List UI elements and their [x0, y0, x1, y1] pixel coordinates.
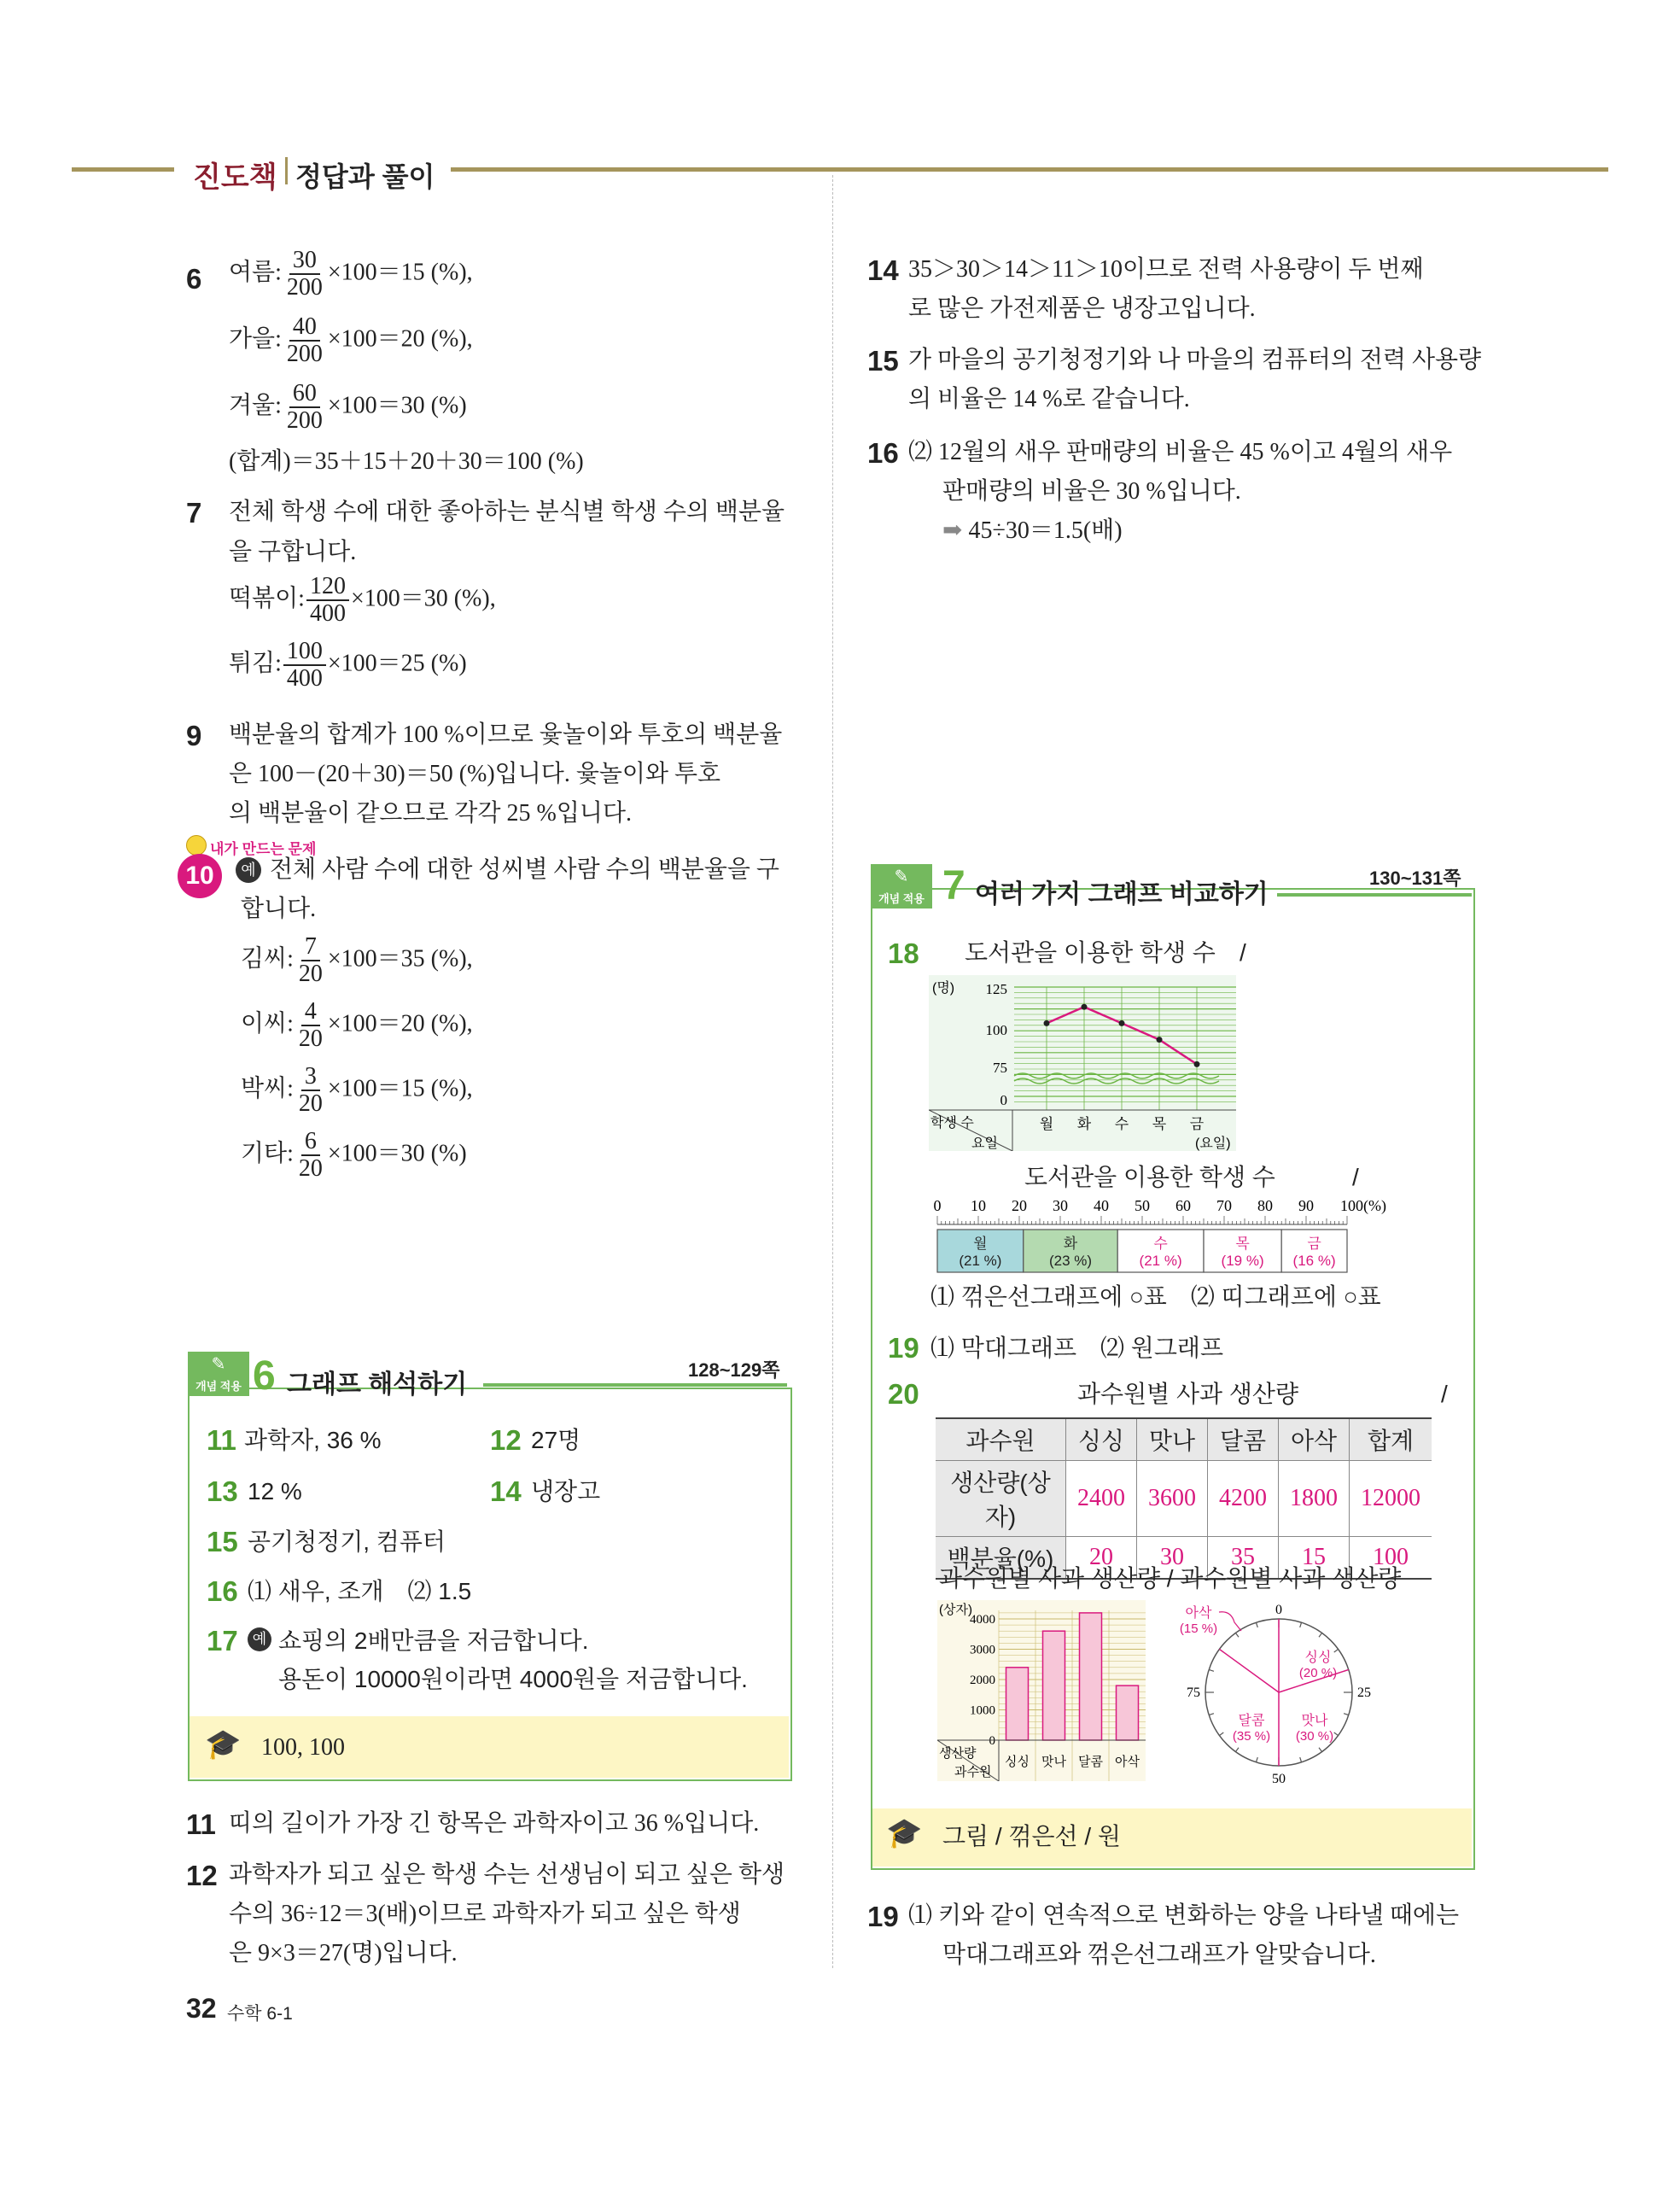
q10-row-etc: [241, 1129, 467, 1182]
table-title: 과수원별 사과 생산량: [1077, 1381, 1298, 1407]
table-cell: 싱싱: [1066, 1418, 1137, 1461]
pie-slice-label: 달콤: [1238, 1714, 1265, 1728]
table-cell: 1800: [1279, 1461, 1350, 1537]
graduate-icon: 🎓: [886, 1818, 923, 1849]
band-tick-label: 0: [933, 1197, 942, 1214]
frac-num: 30: [289, 248, 320, 275]
e12-line2: 수의 36÷12＝3(배)이므로 과학자가 되고 싶은 학생: [229, 1901, 741, 1927]
frac-num: 4: [301, 999, 320, 1026]
pie-slice-pct: (35 %): [1232, 1729, 1271, 1744]
pie-slice-label: 아삭: [1185, 1606, 1212, 1621]
a11-number: 11: [207, 1424, 236, 1456]
e12-line3: 은 9×3＝27(명)입니다.: [229, 1940, 458, 1966]
bar: [1080, 1613, 1102, 1740]
q18-slash: /: [1240, 939, 1246, 966]
table-cell: 생산량(상자): [936, 1461, 1066, 1537]
frac-den: 20: [298, 961, 323, 987]
table-cell: 12000: [1350, 1461, 1432, 1537]
q6-label: 겨울:: [229, 392, 282, 419]
band-tick-label: 30: [1053, 1197, 1068, 1214]
pie-slice-label: 싱싱: [1304, 1651, 1332, 1665]
band-segment-pct: (23 %): [1048, 1253, 1093, 1269]
a12-text: 27명: [531, 1427, 581, 1453]
band-title: 도서관을 이용한 학생 수: [1024, 1164, 1275, 1190]
e12-line1: 과학자가 되고 싶은 학생 수는 선생님이 되고 싶은 학생: [229, 1861, 785, 1888]
frac-den: 400: [286, 665, 323, 692]
band-segment-pct: (19 %): [1221, 1253, 1264, 1269]
table-cell: 합계: [1350, 1418, 1432, 1461]
pie-slice-label: 맛나: [1301, 1714, 1328, 1728]
q9-line2: 은 100－(20＋30)＝50 (%)입니다. 윷놀이와 투호: [229, 761, 721, 787]
x-tick-label: 수: [1114, 1116, 1129, 1132]
book-name: 수학 6-1: [227, 2004, 293, 2024]
a17-line2: 용돈이 10000원이라면 4000원을 저금합니다.: [278, 1666, 748, 1692]
band-ticks: [934, 1197, 1386, 1224]
section7-answer: 그림 / 꺾은선 / 원: [942, 1823, 1121, 1849]
q7-line1: 전체 학생 수에 대한 좋아하는 분식별 학생 수의 백분율: [229, 499, 785, 525]
table-cell: 백분율(%): [936, 1537, 1066, 1580]
band-slash: /: [1352, 1164, 1359, 1190]
e15-line1: 가 마을의 공기청정기와 나 마을의 컴퓨터의 전력 사용량: [908, 347, 1482, 373]
frac-num: 7: [301, 934, 320, 961]
pie-chart: [1171, 1597, 1376, 1786]
e16-calc: 45÷30＝1.5(배): [968, 517, 1123, 544]
pencil-icon: ✎: [211, 1355, 226, 1374]
e19-line1: ⑴ 키와 같이 연속적으로 변화하는 양을 나타낼 때에는: [908, 1902, 1460, 1929]
x-tick-label: 아삭: [1115, 1755, 1140, 1769]
ytick-label: 75: [993, 1060, 1007, 1076]
e12-number: 12: [186, 1860, 218, 1891]
q10-example-mark: 예: [236, 857, 261, 883]
section6-answer: 100, 100: [261, 1734, 345, 1761]
band-segment-pct: (21 %): [959, 1253, 1002, 1269]
e16-number: 16: [867, 437, 899, 469]
q6-expr: ×100＝15 (%),: [327, 259, 473, 286]
bar: [1117, 1686, 1139, 1740]
a12-number: 12: [490, 1424, 522, 1456]
q10-row-park: [241, 1064, 473, 1117]
section7-number: 7: [942, 863, 965, 909]
table-cell: 15: [1279, 1537, 1350, 1580]
e14-line2: 로 많은 가전제품은 냉장고입니다.: [908, 295, 1256, 322]
q20-number: 20: [888, 1378, 919, 1410]
pie-leader-line: [1219, 1612, 1241, 1631]
table-cell: 4200: [1208, 1461, 1279, 1537]
q9-line1: 백분율의 합계가 100 %이므로 윷놀이와 투호의 백분율: [229, 722, 783, 748]
pencil-icon: ✎: [894, 868, 909, 886]
a11-text: 과학자, 36 %: [244, 1427, 382, 1453]
q10-row-kim: [241, 934, 473, 987]
ytick-label: 0: [1000, 1092, 1007, 1108]
data-point: [1194, 1061, 1200, 1067]
header-subtitle: 정답과 풀이: [295, 161, 435, 192]
q10-label: 기타:: [241, 1140, 294, 1167]
column-divider: [832, 175, 833, 1968]
table-cell: 2400: [1066, 1461, 1137, 1537]
section6-badge: [188, 1352, 249, 1396]
frac-den: 20: [298, 1025, 323, 1052]
line-chart: [929, 975, 1236, 1151]
header-rule-right: [451, 167, 1608, 172]
q6-row-autumn: [229, 314, 473, 367]
e19-line2: 막대그래프와 꺾은선그래프가 알맞습니다.: [942, 1942, 1376, 1968]
corner-bottom-label: 과수원: [954, 1765, 992, 1779]
table-row: [936, 1461, 1432, 1537]
a15-text: 공기청정기, 컴퓨터: [248, 1528, 446, 1555]
badge-label: 개념 적용: [878, 892, 925, 905]
q6-expr: ×100＝20 (%),: [327, 325, 473, 353]
q7-label: 튀김:: [229, 650, 282, 677]
band-tick-label: 80: [1257, 1197, 1273, 1214]
band-segment-pct: (21 %): [1139, 1253, 1182, 1269]
a16-text: ⑴ 새우, 조개 ⑵ 1.5: [248, 1578, 472, 1604]
band-tick-label: 100(%): [1340, 1197, 1386, 1214]
ytick-label: 0: [989, 1734, 995, 1748]
corner-top-label: 생산량: [939, 1746, 977, 1761]
frac-den: 200: [286, 274, 323, 301]
table-cell: 30: [1137, 1537, 1208, 1580]
x-unit: (요일): [1195, 1136, 1231, 1151]
x-tick-label: 목: [1152, 1116, 1167, 1132]
band-chart: [930, 1195, 1391, 1277]
q6-total: (합계)＝35＋15＋20＋30＝100 (%): [229, 448, 584, 475]
q6-expr: ×100＝30 (%): [327, 392, 467, 419]
a17-example-mark: 예: [248, 1627, 271, 1651]
e14-line1: 35＞30＞14＞11＞10이므로 전력 사용량이 두 번째: [908, 256, 1424, 283]
a13-number: 13: [207, 1475, 238, 1507]
pie-slice-pct: (30 %): [1295, 1729, 1334, 1744]
q10-line1: 전체 사람 수에 대한 성씨별 사람 수의 백분율을 구: [270, 856, 779, 883]
frac-den: 200: [286, 407, 323, 434]
q9-number: 9: [186, 720, 202, 751]
bar-chart: [937, 1600, 1146, 1781]
data-point: [1044, 1020, 1050, 1026]
pie-scale-label: 50: [1272, 1772, 1286, 1786]
x-tick-label: 금: [1189, 1116, 1205, 1132]
bar-chart-unit: (상자): [939, 1603, 972, 1617]
section7-pages: 130~131쪽: [1369, 868, 1461, 889]
graph-titles: 과수원별 사과 생산량 / 과수원별 사과 생산량: [939, 1565, 1402, 1592]
apple-table-wrap: [936, 1417, 1432, 1580]
band-segment-label: 목: [1235, 1236, 1250, 1252]
q7-label: 떡볶이:: [229, 585, 305, 612]
ytick-label: 4000: [970, 1613, 995, 1627]
corner-top-label: 학생 수: [930, 1116, 974, 1131]
band-tick-label: 70: [1216, 1197, 1232, 1214]
q10-label: 김씨:: [241, 945, 294, 973]
e16-line3: [942, 517, 1123, 546]
pie-slice-pct: (20 %): [1298, 1666, 1338, 1680]
e14-number: 14: [867, 254, 899, 286]
q19-answer: ⑴ 막대그래프 ⑵ 원그래프: [930, 1335, 1223, 1361]
x-tick-label: 화: [1076, 1116, 1092, 1132]
q10-label: 이씨:: [241, 1010, 294, 1037]
band-tick-label: 40: [1094, 1197, 1109, 1214]
q6-row-winter: [229, 381, 467, 434]
a14-number: 14: [490, 1475, 522, 1507]
band-tick-label: 50: [1135, 1197, 1150, 1214]
corner-bottom-label: 요일: [971, 1136, 998, 1151]
section6-pages: 128~129쪽: [688, 1359, 780, 1381]
q6-number: 6: [186, 263, 202, 295]
apple-table: [936, 1417, 1432, 1580]
bar: [1006, 1668, 1029, 1740]
table-cell: 아삭: [1279, 1418, 1350, 1461]
bar: [1043, 1631, 1065, 1740]
q18-title: 도서관을 이용한 학생 수: [965, 939, 1216, 966]
a14-text: 냉장고: [531, 1478, 601, 1504]
frac-num: 100: [283, 639, 326, 666]
e16-line1: ⑵ 12월의 새우 판매량의 비율은 45 %이고 4월의 새우: [908, 439, 1453, 465]
a15-number: 15: [207, 1526, 238, 1557]
table-cell: 3600: [1137, 1461, 1208, 1537]
band-segment-pct: (16 %): [1292, 1253, 1336, 1269]
e15-number: 15: [867, 345, 899, 377]
q6-row-summer: [229, 248, 473, 301]
q7-expr: ×100＝25 (%): [327, 650, 467, 677]
q18-answer: ⑴ 꺾은선그래프에 ○표 ⑵ 띠그래프에 ○표: [930, 1283, 1381, 1310]
section7-title-rule: [1277, 893, 1472, 897]
a13-text: 12 %: [248, 1478, 302, 1504]
x-tick-label: 싱싱: [1005, 1755, 1030, 1769]
table-cell: 맛나: [1137, 1418, 1208, 1461]
q10-expr: ×100＝15 (%),: [327, 1075, 473, 1102]
q6-label: 여름:: [229, 259, 282, 286]
band-segment-label: 화: [1063, 1236, 1078, 1252]
q7-line2: 을 구합니다.: [229, 539, 357, 565]
smile-icon: [186, 835, 207, 856]
ytick-label: 3000: [970, 1643, 995, 1657]
q7-row-tteok: [229, 574, 496, 627]
data-point: [1082, 1004, 1088, 1010]
q10-row-lee: [241, 999, 473, 1052]
x-tick-label: 달콤: [1078, 1755, 1103, 1769]
section6-title-rule: [483, 1383, 787, 1387]
frac-den: 400: [309, 600, 346, 627]
header-divider: [285, 157, 288, 184]
header-rule-left: [72, 167, 174, 172]
section6-title: 그래프 해석하기: [287, 1370, 468, 1399]
frac-den: 200: [286, 341, 323, 367]
ytick-label: 125: [985, 981, 1007, 997]
q10-line2: 합니다.: [241, 896, 317, 922]
band-segment-label: 수: [1153, 1236, 1168, 1252]
band-tick-label: 90: [1298, 1197, 1314, 1214]
frac-den: 20: [298, 1090, 323, 1117]
table-cell: 과수원: [936, 1418, 1066, 1461]
data-point: [1157, 1037, 1163, 1043]
frac-num: 40: [289, 314, 320, 342]
e19-number: 19: [867, 1901, 899, 1932]
section7-badge: [871, 864, 932, 909]
q7-row-twigim: [229, 639, 467, 692]
frac-den: 20: [298, 1155, 323, 1182]
band-segments: [937, 1230, 1347, 1272]
frac-num: 60: [289, 381, 320, 408]
pie-scale-label: 75: [1187, 1686, 1200, 1700]
pie-scale-label: 25: [1357, 1686, 1371, 1700]
pie-slice-pct: (15 %): [1179, 1621, 1218, 1636]
graduate-icon: 🎓: [205, 1729, 242, 1761]
frac-num: 120: [306, 574, 349, 601]
q7-expr: ×100＝30 (%),: [350, 585, 496, 612]
ytick-label: 100: [985, 1022, 1007, 1038]
q9-line3: 의 백분율이 같으므로 각각 25 %입니다.: [229, 800, 632, 827]
a16-number: 16: [207, 1575, 238, 1607]
band-segment-label: 금: [1307, 1236, 1321, 1252]
q10-label: 박씨:: [241, 1075, 294, 1102]
table-cell: 35: [1208, 1537, 1279, 1580]
q19-number: 19: [888, 1332, 919, 1364]
table-cell: 20: [1066, 1537, 1137, 1580]
q18-number: 18: [888, 938, 919, 969]
table-row: [936, 1418, 1432, 1461]
header-title: 진도책: [193, 161, 277, 194]
ytick-label: 2000: [970, 1674, 995, 1687]
line-chart-unit: (명): [932, 981, 955, 996]
e16-line2: 판매량의 비율은 30 %입니다.: [942, 478, 1241, 505]
q10-number-badge: 10: [178, 854, 222, 898]
table-cell: 달콤: [1208, 1418, 1279, 1461]
band-tick-label: 10: [971, 1197, 986, 1214]
band-segment-label: 월: [973, 1236, 988, 1252]
pie-scale-label: 0: [1275, 1603, 1282, 1617]
q10-tag: 내가 만드는 문제: [210, 841, 317, 857]
table-slash: /: [1441, 1381, 1448, 1407]
frac-num: 6: [301, 1129, 320, 1156]
q10-expr: ×100＝35 (%),: [327, 945, 473, 973]
q10-expr: ×100＝20 (%),: [327, 1010, 473, 1037]
x-tick-label: 맛나: [1041, 1755, 1066, 1769]
arrow-icon: ➡: [942, 517, 969, 544]
band-tick-label: 60: [1175, 1197, 1191, 1214]
section7-title: 여러 가지 그래프 비교하기: [975, 880, 1269, 909]
q7-number: 7: [186, 497, 202, 529]
badge-label: 개념 적용: [195, 1380, 242, 1393]
frac-num: 3: [301, 1064, 320, 1091]
a17-line1: 쇼핑의 2배만큼을 저금합니다.: [278, 1627, 589, 1654]
q10-expr: ×100＝30 (%): [327, 1140, 467, 1167]
page-number: 32: [186, 1993, 217, 2024]
e11-text: 띠의 길이가 가장 긴 항목은 과학자이고 36 %입니다.: [229, 1810, 760, 1837]
band-tick-label: 20: [1012, 1197, 1027, 1214]
data-point: [1119, 1020, 1125, 1026]
a17-number: 17: [207, 1625, 238, 1656]
ytick-label: 1000: [970, 1703, 995, 1718]
table-cell: 100: [1350, 1537, 1432, 1580]
x-tick-label: 월: [1039, 1116, 1054, 1132]
section6-number: 6: [253, 1353, 276, 1399]
e15-line2: 의 비율은 14 %로 같습니다.: [908, 386, 1190, 412]
e11-number: 11: [186, 1808, 216, 1840]
q6-label: 가을:: [229, 325, 282, 353]
